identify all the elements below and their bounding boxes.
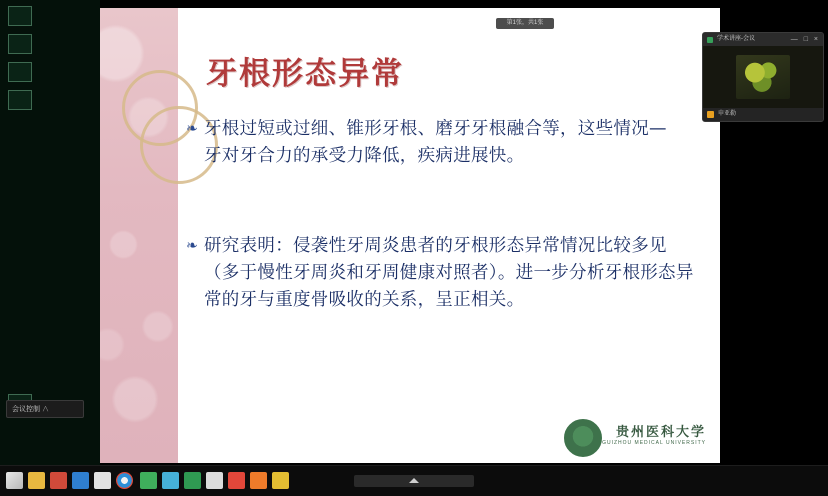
slide-counter: 第1张，共1张: [496, 18, 554, 29]
video-panel-title: 学术讲座-会议: [717, 36, 755, 42]
taskbar-item-office-word[interactable]: [206, 472, 223, 489]
documents-icon: [8, 90, 32, 110]
slide-bullet-2: [186, 233, 694, 314]
slide-title: 牙根形态异常: [206, 56, 404, 92]
university-watermark: [560, 415, 710, 457]
slide-bullet-1: [186, 116, 676, 170]
taskbar-item-browser-edge[interactable]: [72, 472, 89, 489]
folder-icon: [8, 62, 32, 82]
recycle-bin-icon: [8, 6, 32, 26]
taskbar-item-chrome[interactable]: [116, 472, 133, 489]
video-stage[interactable]: [703, 46, 823, 108]
participant-video-thumbnail: [736, 55, 790, 99]
taskbar[interactable]: [0, 465, 828, 496]
desktop-icon-recycle-bin[interactable]: [8, 6, 38, 32]
university-name: 贵州医科大学: [615, 425, 706, 440]
video-call-panel[interactable]: [702, 32, 824, 122]
university-seal-icon: [564, 419, 602, 457]
taskbar-item-notepad[interactable]: [94, 472, 111, 489]
taskbar-item-video-player[interactable]: [162, 472, 179, 489]
taskbar-item-pdf-reader[interactable]: [50, 472, 67, 489]
taskbar-item-pdf-app[interactable]: [228, 472, 245, 489]
taskbar-center-handle[interactable]: [354, 475, 474, 487]
desktop-background: [0, 0, 100, 470]
bullet-text: 研究表明：侵袭性牙周炎患者的牙根形态异常情况比较多见（多于慢性牙周炎和牙周健康对照者）。进一步分析牙根形态异常的牙与重度骨吸收的关系，呈正相关。: [204, 236, 694, 311]
bullet-marker-icon: ❧: [186, 238, 199, 254]
computer-icon: [8, 34, 32, 54]
chevron-up-icon: [409, 478, 419, 483]
start-button[interactable]: [6, 472, 23, 489]
presentation-slide[interactable]: [100, 8, 720, 463]
taskbar-item-media-app[interactable]: [250, 472, 267, 489]
desktop-icon-documents[interactable]: [8, 90, 38, 116]
taskbar-item-wechat[interactable]: [140, 472, 157, 489]
meeting-control-bar[interactable]: 会议控制 ∧: [6, 400, 84, 418]
desktop-icon-folder[interactable]: [8, 62, 38, 88]
microphone-icon[interactable]: [707, 111, 714, 118]
taskbar-item-file-explorer[interactable]: [28, 472, 45, 489]
screen-top-edge: [0, 0, 828, 8]
video-panel-titlebar[interactable]: [703, 33, 823, 46]
taskbar-item-office-excel[interactable]: [184, 472, 201, 489]
taskbar-item-notes-app[interactable]: [272, 472, 289, 489]
bullet-marker-icon: ❧: [186, 121, 199, 137]
university-name-english: GUIZHOU MEDICAL UNIVERSITY: [602, 440, 706, 446]
desktop-icon-computer[interactable]: [8, 34, 38, 60]
participant-name-bar: [703, 108, 823, 121]
window-controls[interactable]: — □ ×: [790, 36, 820, 43]
meeting-app-icon: [707, 37, 713, 43]
participant-name: 申亚勒: [718, 111, 737, 117]
bullet-text: 牙根过短或过细、锥形牙根、磨牙牙根融合等，这些情况—牙对牙合力的承受力降低，疾病进展快。: [204, 119, 667, 167]
